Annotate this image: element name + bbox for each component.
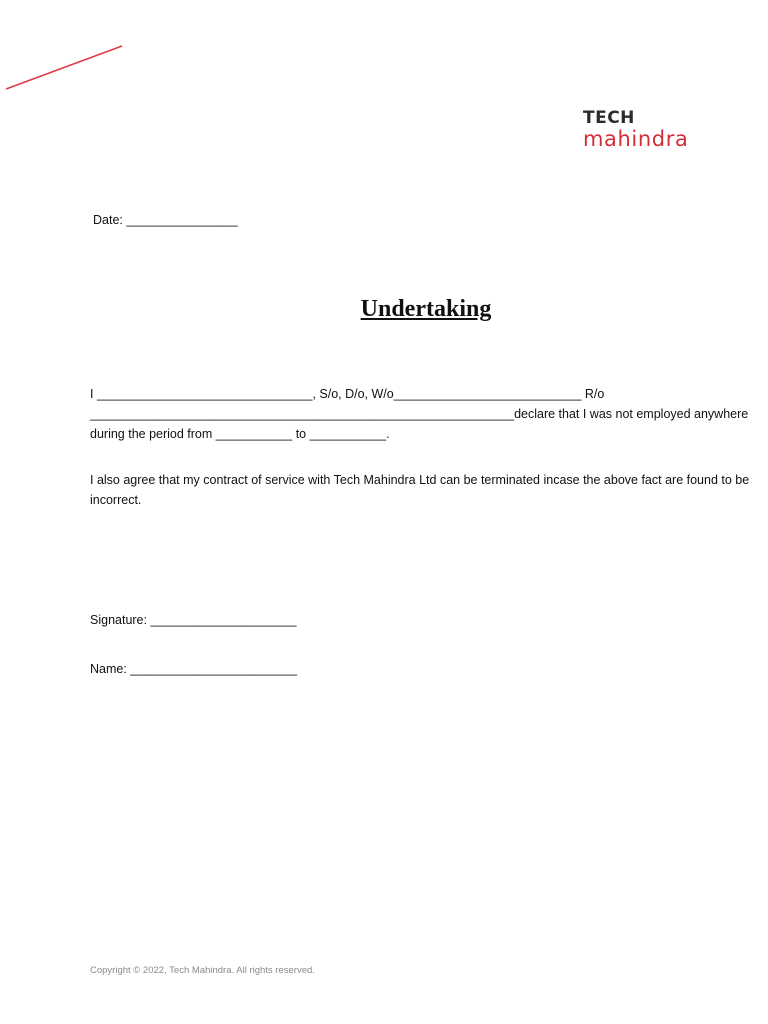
declaration-paragraph: [90, 384, 762, 444]
declaration-line-3: during the period from ___________ to ___________.: [90, 427, 390, 441]
agreement-line-2: incorrect.: [90, 493, 142, 507]
signature-field: Signature: _____________________: [90, 613, 297, 627]
name-field: Name: ________________________: [90, 662, 298, 676]
date-field: Date: ________________: [93, 213, 238, 227]
tech-mahindra-logo: [583, 108, 733, 151]
logo-line-tech: TECH: [583, 108, 635, 128]
agreement-line-1: I also agree that my contract of service with Tech Mahindra Ltd can be terminated incase the above fact are found to be: [90, 473, 750, 487]
document-title: Undertaking: [360, 296, 492, 322]
agreement-paragraph: [90, 470, 762, 510]
logo-line-mahindra: mahindra: [583, 127, 689, 151]
decorative-red-line: [4, 44, 124, 92]
copyright-footer: Copyright © 2022, Tech Mahindra. All rights reserved.: [90, 965, 315, 976]
declaration-line-1: I _______________________________, S/o, D/o, W/o___________________________ R/o: [90, 387, 605, 401]
declaration-line-2: _____________________________________________________________declare that I was not employed anywhere: [90, 407, 749, 421]
